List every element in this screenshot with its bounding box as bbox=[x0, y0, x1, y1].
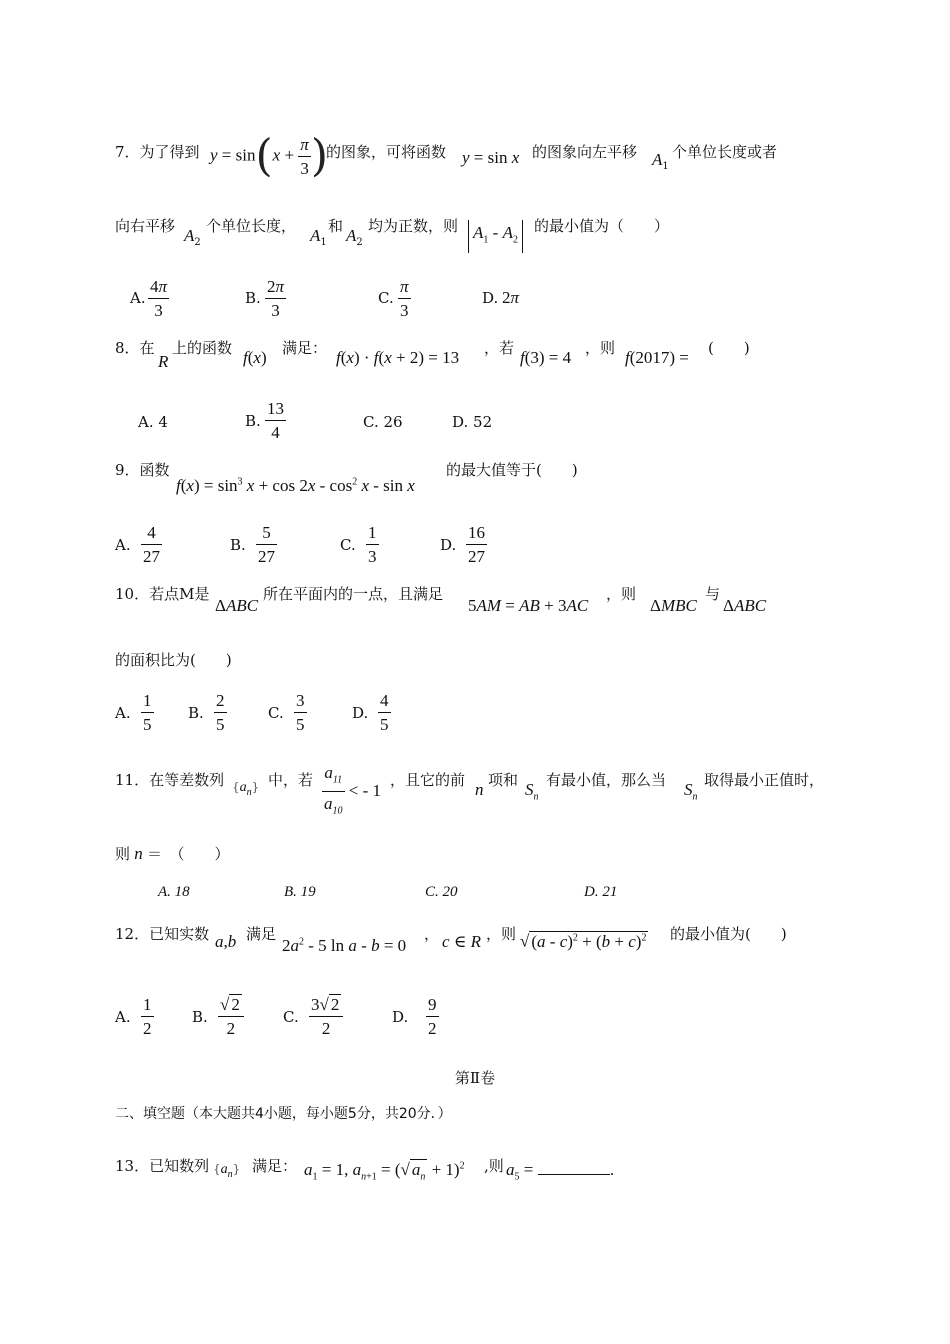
q7-a1: $A_1$ bbox=[652, 150, 669, 172]
q7-line2c: 和 bbox=[328, 217, 344, 235]
q9-option-c: C. $\frac{1}{3}$ bbox=[340, 523, 377, 566]
q11-line1b: 中，若 bbox=[268, 771, 314, 789]
q7-line1b: 的图象，可将函数 bbox=[326, 143, 447, 161]
q10-line1b: 所在平面内的一点，且满足 bbox=[263, 585, 444, 603]
q8-line1f: ( ) bbox=[708, 339, 750, 357]
q8-option-d: D. 52 bbox=[452, 413, 493, 431]
q11-ratio: $\frac{a_{11}}{a_{10}}$ < - 1 bbox=[324, 763, 381, 817]
q7-formula-source: y = sin x bbox=[462, 148, 520, 167]
q12-option-c: C. $\frac{3√ 2}{2}$ bbox=[283, 994, 343, 1039]
q8-line1: 8．在 bbox=[115, 339, 155, 357]
q10-line1c: ，则 bbox=[606, 585, 637, 603]
q7-formula-target: y = sin(x + $\frac{\pi}{3}$ ) bbox=[210, 130, 328, 182]
q7-line1c: 的图象向左平移 bbox=[532, 143, 638, 161]
q7-option-d: D. 2π bbox=[482, 288, 520, 307]
q10-option-a: A. $\frac{1}{5}$ bbox=[115, 691, 152, 734]
q8-f2017: f(2017) = bbox=[625, 348, 689, 367]
q7-a1b: $A_1$ bbox=[310, 226, 327, 248]
q12-c-in-r: c ∈ R bbox=[442, 932, 482, 951]
q7-line2b: 个单位长度， bbox=[206, 217, 297, 235]
q12-option-a: A. $\frac{1}{2}$ bbox=[115, 995, 152, 1038]
q11-line1c: ，且它的前 bbox=[390, 771, 466, 789]
q7-abs-expr: $A_1 - A_2$ bbox=[468, 220, 523, 253]
q7-line2: 向右平移 bbox=[115, 217, 176, 235]
q7-option-c: C. $\frac{\pi}{3}$ bbox=[378, 277, 409, 320]
q13-line1b: 满足： bbox=[252, 1157, 298, 1175]
q10-tri-abc: ΔABC bbox=[215, 596, 259, 615]
q12-line1e: 的最小值为( ) bbox=[670, 925, 787, 943]
q7-line2d: 均为正数，则 bbox=[368, 217, 459, 235]
q10-option-b: B. $\frac{2}{5}$ bbox=[188, 691, 225, 734]
q9-line1: 9．函数 bbox=[115, 461, 170, 479]
q7-a2: $A_2$ bbox=[184, 226, 201, 248]
q8-equation: f(x) · f(x + 2) = 13 bbox=[336, 348, 460, 367]
q10-option-c: C. $\frac{3}{5}$ bbox=[268, 691, 305, 734]
q13-line1c: ,则 bbox=[484, 1157, 504, 1175]
q11-sn: $S_n$ bbox=[525, 780, 539, 803]
q11-n: n bbox=[475, 780, 484, 799]
q12-line1b: 满足 bbox=[246, 925, 277, 943]
q11-sn2: $S_n$ bbox=[684, 780, 698, 803]
q8-option-a: A. 4 bbox=[138, 413, 168, 431]
q13-answer-blank[interactable] bbox=[538, 1160, 610, 1175]
q9-function: $f(x) = \sin^3 x + \cos 2x - \cos^2 x - \sin x$ bbox=[176, 475, 415, 495]
fill-in-section-title: 二、填空题（本大题共4小题，每小题5分，共20分．） bbox=[115, 1106, 452, 1122]
q9-line1b: 的最大值等于( ) bbox=[446, 461, 578, 479]
q11-option-c: C. 20 bbox=[425, 884, 458, 900]
q10-line1d: 与 bbox=[705, 585, 721, 603]
q7-line2e: 的最小值为（ ） bbox=[534, 217, 670, 235]
q10-line1: 10．若点M是 bbox=[115, 585, 210, 603]
q13-recurrence: $a_1 = 1$, $a_{n+1}$ = (√ $a_n + 1)^2$ bbox=[304, 1159, 465, 1183]
q12-option-d: D. $\frac{9}{2}$ bbox=[392, 995, 437, 1038]
q11-line1f: 取得最小正值时， bbox=[704, 771, 825, 789]
q12-option-b: B. $\frac{√ 2}{2}$ bbox=[192, 994, 244, 1039]
q12-line1: 12．已知实数 bbox=[115, 925, 210, 943]
q10-option-d: D. $\frac{4}{5}$ bbox=[352, 691, 389, 734]
q8-line1d: ，若 bbox=[484, 339, 515, 357]
q7-a2b: $A_2$ bbox=[346, 226, 363, 248]
q13-a5: $a_5$ = . bbox=[506, 1160, 615, 1183]
q12-sqrt-expr: √ $(a - c)^2 + (b + c)^2$ bbox=[520, 931, 647, 951]
q11-line1: 11．在等差数列 bbox=[115, 771, 225, 789]
q11-seq: $\{a_n\}$ bbox=[232, 780, 260, 798]
q11-option-d: D. 21 bbox=[584, 884, 618, 900]
q13-seq: $\{a_n\}$ bbox=[213, 1162, 241, 1180]
q8-fx: f(x) bbox=[243, 348, 267, 367]
q12-line1c: ， bbox=[424, 925, 440, 943]
q13-line1: 13．已知数列 bbox=[115, 1157, 210, 1175]
q7-option-b: B. $\frac{2\pi}{3}$ bbox=[245, 277, 285, 320]
q8-option-b: B. $\frac{13}{4}$ bbox=[245, 399, 284, 442]
q7-line1d: 个单位长度或者 bbox=[672, 143, 778, 161]
q8-line1b: 上的函数 bbox=[172, 339, 233, 357]
q11-line1d: 项和 bbox=[488, 771, 519, 789]
q8-line1c: 满足： bbox=[282, 339, 328, 357]
q11-line1e: 有最小值，那么当 bbox=[546, 771, 667, 789]
q9-option-a: A. $\frac{4}{27}$ bbox=[115, 523, 160, 566]
q11-option-b: B. 19 bbox=[284, 884, 316, 900]
q8-line1e: ，则 bbox=[585, 339, 616, 357]
q7-line1: 7．为了得到 bbox=[115, 143, 200, 161]
q12-equation: $2a^2 - 5$ ln a - b = 0 bbox=[282, 935, 407, 955]
q9-option-d: D. $\frac{16}{27}$ bbox=[440, 523, 485, 566]
part-title: 第Ⅱ卷 bbox=[454, 1069, 496, 1087]
q11-option-a: A. 18 bbox=[158, 884, 190, 900]
q8-r: R bbox=[158, 352, 169, 371]
q7-option-a: A. $\frac{4\pi}{3}$ bbox=[130, 277, 168, 320]
q12-ab: a,b bbox=[215, 932, 237, 951]
q10-tri-abc2: ΔABC bbox=[723, 596, 767, 615]
q8-option-c: C. 26 bbox=[363, 413, 403, 431]
q8-f3: f(3) = 4 bbox=[520, 348, 572, 367]
q10-tri-mbc: ΔMBC bbox=[650, 596, 697, 615]
q9-option-b: B. $\frac{5}{27}$ bbox=[230, 523, 275, 566]
q11-line2: 则 n ＝ （ ） bbox=[115, 844, 230, 863]
q12-line1d: ，则 bbox=[486, 925, 517, 943]
q10-line2: 的面积比为( ) bbox=[115, 651, 232, 669]
q10-vector-eq: 5AM = AB + 3AC bbox=[468, 596, 589, 615]
